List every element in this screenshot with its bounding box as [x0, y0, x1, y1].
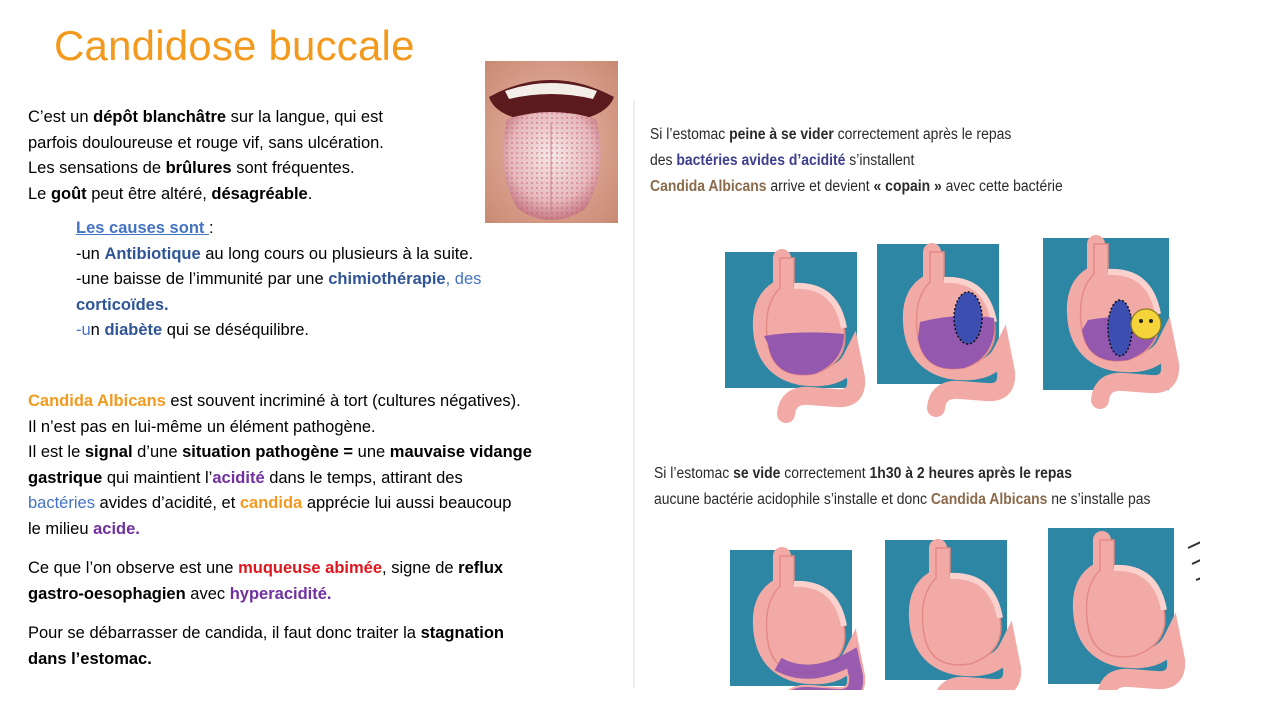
causes-heading: Les causes sont [76, 219, 209, 237]
figure-caption-top: Si l’estomac peine à se vider correctement après le repas des bactéries avides d’acidité s’installent Candida Albicans arrive et devient « copain » avec cette bactérie [650, 126, 1063, 195]
figure-caption-bottom: Si l’estomac se vide correctement 1h30 à 2 heures après le repas aucune bactérie acidophile s’installe et donc Candida Albicans ne s’installe pas [654, 465, 1151, 508]
intro-paragraph: C’est un dépôt blanchâtre sur la langue, qui est parfois douloureuse et rouge vif, sans ulcération. Les sensations de brûlures sont fréquentes. Le goût peut être altéré, désagréable. [28, 108, 384, 203]
conclusion-paragraph: Pour se débarrasser de candida, il faut donc traiter la stagnation dans l’estomac. [28, 624, 504, 668]
slide-title: Candidose buccale [54, 22, 415, 69]
stomach-panel-2 [877, 244, 1006, 408]
stomach-panel-3 [1043, 238, 1170, 400]
stomach-panel-5 [885, 540, 1012, 690]
tongue-photo [485, 61, 618, 223]
stomach-panel-6 [1048, 528, 1176, 690]
candida-paragraph: Candida Albicans est souvent incriminé à tort (cultures négatives). Il n’est pas en lui-même un élément pathogène. Il est le signal d’une situation pathogène = une mauvaise vidange gastrique qui maintient l’acidité dans le temps, attirant des bactéries avides d’acidité, et candida apprécie lui aussi beaucoup le milieu acide. [28, 392, 532, 538]
candida-leaving-icon [1188, 538, 1200, 580]
stomach-panel-1 [725, 252, 857, 414]
figure-divider [633, 100, 635, 688]
stomach-panel-4 [730, 550, 856, 690]
causes-list: Les causes sont : -un Antibiotique au long cours ou plusieurs à la suite. -une baisse de l’immunité par une chimiothérapie, des corticoïdes. -un diabète qui se déséquilibre. [76, 219, 482, 339]
stomach-illustrations [640, 230, 1200, 690]
observation-paragraph: Ce que l’on observe est une muqueuse abimée, signe de reflux gastro-oesophagien avec hyperacidité. [28, 559, 504, 603]
